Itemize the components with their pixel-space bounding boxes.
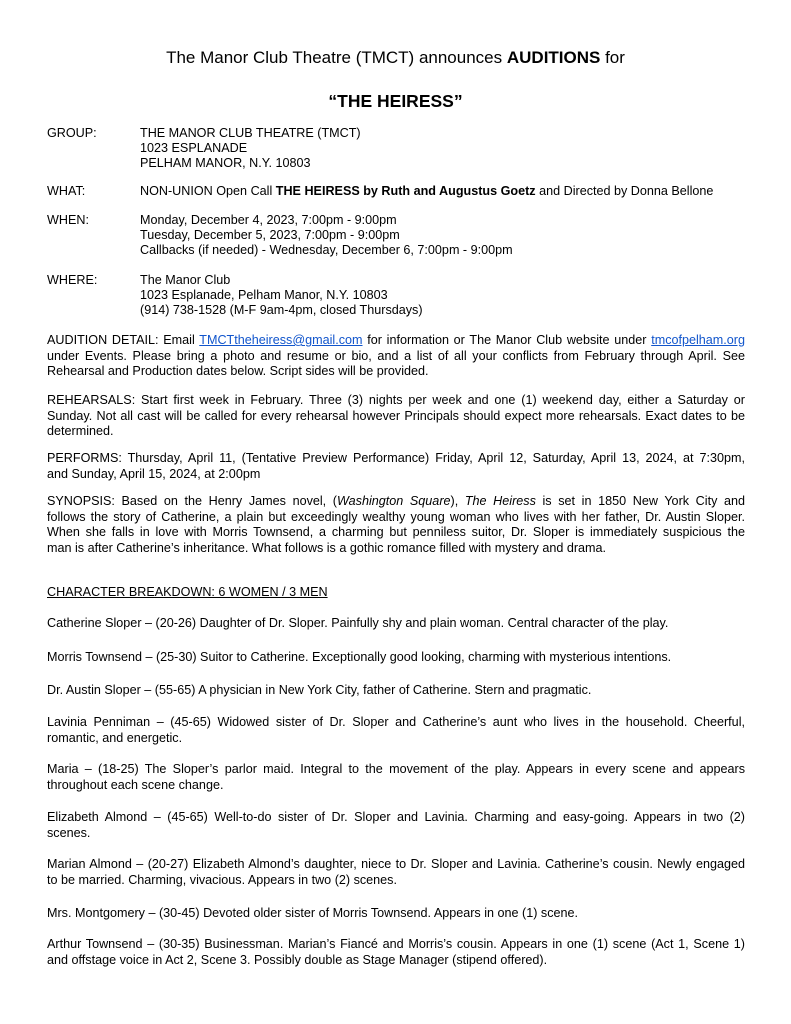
heading-prefix: The Manor Club Theatre (TMCT) announces	[166, 48, 507, 67]
synopsis-text: is set in 1850 New York City and	[535, 494, 746, 508]
novel-title: Washington Square	[337, 494, 451, 508]
character-line: Lavinia Penniman – (45-65) Widowed sister of Dr. Sloper and Catherine’s aunt who lives in the household. Cheerful,	[47, 715, 745, 729]
performs-paragraph	[47, 451, 745, 482]
character-line: to be married. Charming, vivacious. Appears in two (2) scenes.	[47, 872, 397, 887]
rehearsals-line: REHEARSALS: Start first week in February. Three (3) nights per week and one (1) weekend day, either a Saturday or	[47, 393, 745, 407]
play-title: “THE HEIRESS”	[328, 91, 463, 111]
character-line: and offstage voice in Act 2, Scene 3. Possibly double as Stage Manager (stipend offered).	[47, 952, 548, 967]
heading-suffix: for	[600, 48, 625, 67]
where-label: WHERE:	[47, 273, 98, 287]
character-line: throughout each scene change.	[47, 777, 224, 792]
when-value	[140, 213, 760, 258]
where-line: 1023 Esplanade, Pelham Manor, N.Y. 10803	[140, 288, 388, 302]
character-marian	[47, 857, 745, 888]
character-arthur	[47, 937, 745, 968]
synopsis-paragraph	[47, 494, 745, 556]
rehearsals-paragraph	[47, 393, 745, 440]
where-line: (914) 738-1528 (M-F 9am-4pm, closed Thursdays)	[140, 303, 423, 317]
character-morris: Morris Townsend – (25-30) Suitor to Catherine. Exceptionally good looking, charming with mysterious intentions.	[47, 650, 672, 664]
character-line: Maria – (18-25) The Sloper’s parlor maid. Integral to the movement of the play. Appears in every scene and appears	[47, 762, 745, 776]
character-elizabeth	[47, 810, 745, 841]
play-title-italic: The Heiress	[464, 494, 536, 508]
what-play-credit: THE HEIRESS by Ruth and Augustus Goetz	[275, 184, 536, 198]
where-line: The Manor Club	[140, 273, 231, 287]
group-line: 1023 ESPLANADE	[140, 141, 248, 155]
character-line: scenes.	[47, 825, 91, 840]
audition-text: for information or The Manor Club website under	[362, 333, 652, 347]
audition-detail	[47, 333, 745, 380]
where-value	[140, 273, 760, 318]
character-maria	[47, 762, 745, 793]
when-line: Callbacks (if needed) - Wednesday, December 6, 7:00pm - 9:00pm	[140, 243, 513, 257]
synopsis-text: SYNOPSIS: Based on the Henry James novel, (	[47, 494, 337, 508]
what-label: WHAT:	[47, 184, 86, 198]
rehearsals-line: determined.	[47, 424, 114, 439]
audition-line: Rehearsal and Production dates below. Script sides will be provided.	[47, 364, 429, 379]
character-montgomery: Mrs. Montgomery – (30-45) Devoted older sister of Morris Townsend. Appears in one (1) scene.	[47, 906, 579, 920]
group-value	[140, 126, 760, 171]
character-catherine: Catherine Sloper – (20-26) Daughter of Dr. Sloper. Painfully shy and plain woman. Central character of the play.	[47, 616, 669, 630]
rehearsals-line: Sunday. Not all cast will be called for every rehearsal however Principals should expect more rehearsals. Exact dates to be	[47, 408, 745, 423]
character-line: Arthur Townsend – (30-35) Businessman. Marian’s Fiancé and Morris’s cousin. Appears in one (1) scene (Act 1, Scene 1)	[47, 937, 745, 951]
synopsis-text: ),	[450, 494, 465, 508]
when-line: Tuesday, December 5, 2023, 7:00pm - 9:00pm	[140, 228, 400, 242]
when-line: Monday, December 4, 2023, 7:00pm - 9:00pm	[140, 213, 397, 227]
character-lavinia	[47, 715, 745, 746]
email-link[interactable]: TMCTtheheiress@gmail.com	[199, 333, 363, 347]
audition-line: under Events. Please bring a photo and resume or bio, and a list of all your conflicts from February through April. See	[47, 348, 745, 363]
character-line: romantic, and energetic.	[47, 730, 183, 745]
group-line: PELHAM MANOR, N.Y. 10803	[140, 156, 311, 170]
heading-auditions: AUDITIONS	[506, 48, 601, 67]
what-value	[140, 184, 760, 199]
synopsis-line: man is after Catherine’s inheritance. What follows is a gothic romance filled with mystery and drama.	[47, 540, 607, 555]
performs-line: PERFORMS: Thursday, April 11, (Tentative Preview Performance) Friday, April 12, Saturday, April 13, 2024, at 7:30pm,	[47, 451, 745, 465]
website-link[interactable]: tmcofpelham.org	[651, 333, 745, 347]
when-label: WHEN:	[47, 213, 89, 227]
character-austin: Dr. Austin Sloper – (55-65) A physician in New York City, father of Catherine. Stern and pragmatic.	[47, 683, 592, 697]
announcement-heading	[0, 48, 791, 68]
performs-line: and Sunday, April 15, 2024, at 2:00pm	[47, 466, 261, 481]
character-breakdown-heading: CHARACTER BREAKDOWN: 6 WOMEN / 3 MEN	[47, 585, 328, 599]
synopsis-line: follows the story of Catherine, a plain but exceedingly wealthy young woman who lives with her father, Dr. Austin Sloper.	[47, 509, 745, 524]
synopsis-line	[47, 494, 745, 510]
audition-line	[47, 333, 745, 349]
group-label: GROUP:	[47, 126, 97, 140]
what-prefix: NON-UNION Open Call	[140, 184, 276, 198]
what-suffix: and Directed by Donna Bellone	[535, 184, 714, 198]
audition-text: AUDITION DETAIL: Email	[47, 333, 200, 347]
group-line: THE MANOR CLUB THEATRE (TMCT)	[140, 126, 361, 140]
synopsis-line: When she falls in love with Morris Townsend, a charming but penniless suitor, Dr. Sloper is immediately suspicious the	[47, 525, 745, 540]
character-line: Marian Almond – (20-27) Elizabeth Almond’s daughter, niece to Dr. Sloper and Lavinia. Catherine’s cousin. Newly engaged	[47, 857, 745, 871]
character-line: Elizabeth Almond – (45-65) Well-to-do sister of Dr. Sloper and Lavinia. Charming and easy-going. Appears in two (2)	[47, 810, 745, 824]
